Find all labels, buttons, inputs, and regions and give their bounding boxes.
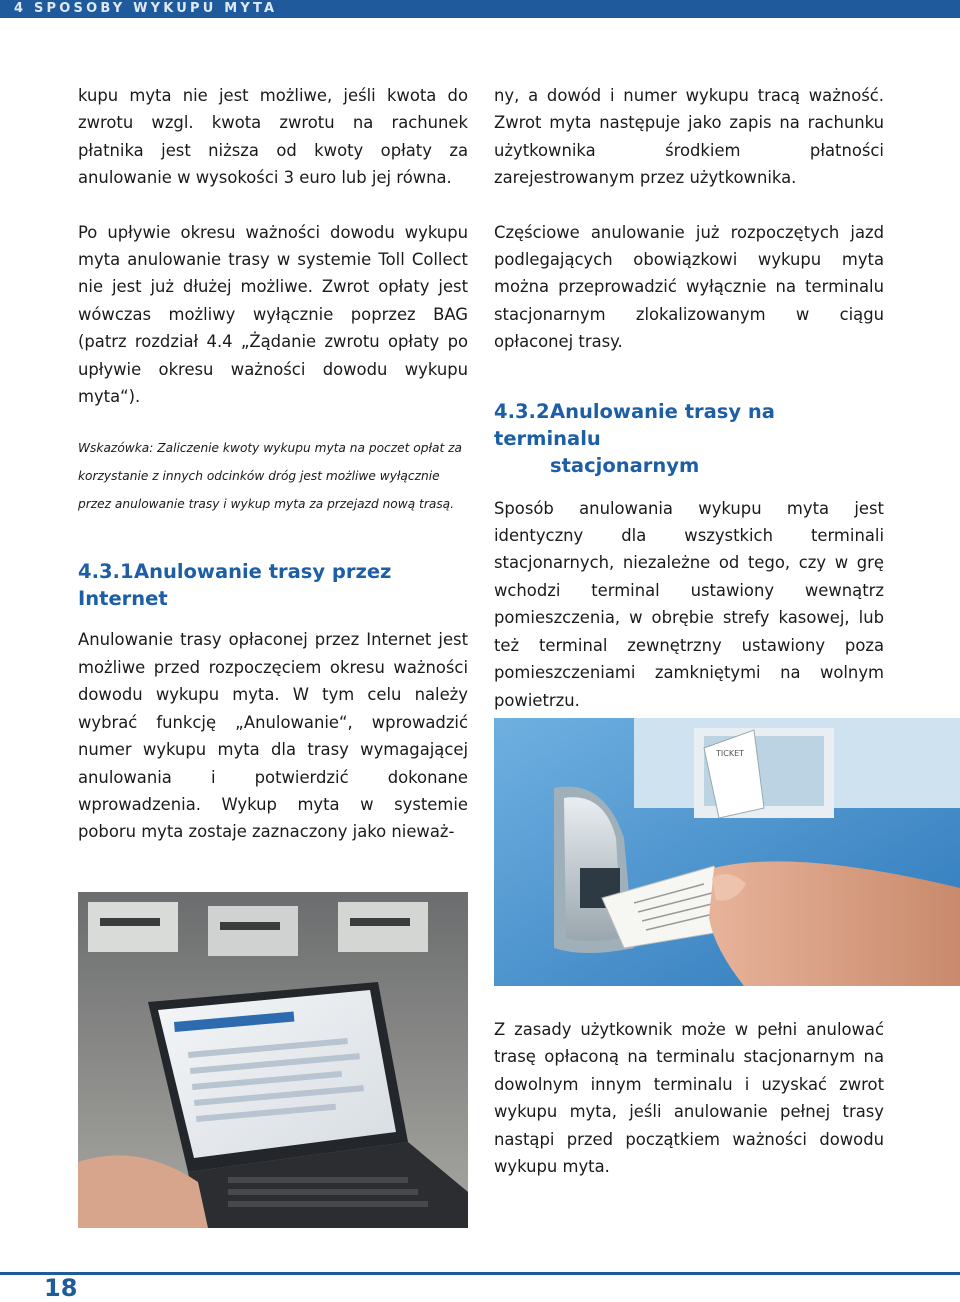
section-title-line-2: stacjonarnym <box>550 453 700 477</box>
right-paragraph-3: Sposób anulowania wykupu myta jest identyczny dla wszystkich terminali stacjonarnych, niezależne od tego, czy w grę wchodzi terminal ustawiony wewnątrz pomieszczenia, w obrębie strefy kasowej, lub też terminal zewnętrzny ustawiony poza pomieszczeniami zamkniętymi na wolnym powietrzu. <box>494 498 884 710</box>
running-header: 4 SPOSOBY WYKUPU MYTA <box>14 1 278 16</box>
left-paragraph-2: Po upływie okresu ważności dowodu wykupu myta anulowanie trasy w systemie Toll Collect nie jest już dłużej możliwe. Zwrot opłaty jest wówczas możliwy wyłącznie poprzez BAG (patrz rozdział 4.4 „Żądanie zwrotu opłaty po upływie okresu ważności dowodu wykupu myta“). <box>78 222 468 407</box>
section-title: Anulowanie trasy przez Internet <box>78 560 392 611</box>
section-heading-4-3-2 <box>494 398 884 479</box>
hint-note: Wskazówka: Zaliczenie kwoty wykupu myta na poczet opłat za korzystanie z innych odcinków dróg jest możliwe wyłącznie przez anulowanie trasy i wykup myta za przejazd nową trasą. <box>78 441 462 512</box>
left-column <box>78 82 468 846</box>
header-bar <box>0 0 960 18</box>
terminal-ticket-photo <box>494 718 960 986</box>
left-paragraph-1: kupu myta nie jest możliwe, jeśli kwota do zwrotu wzgl. kwota zwrotu na rachunek płatnika jest niższa od kwoty opłaty za anulowanie w wysokości 3 euro lub jej równa. <box>78 86 468 188</box>
right-bottom-column <box>494 1016 884 1180</box>
page-number: 18 <box>44 1274 78 1302</box>
footer-rule <box>0 1272 960 1275</box>
section-number: 4.3.1 <box>78 560 134 584</box>
left-paragraph-3: Anulowanie trasy opłaconej przez Internet jest możliwe przed rozpoczęciem okresu ważności dowodu wykupu myta. W tym celu należy wybrać funkcję „Anulowanie“, wprowadzić numer wykupu myta dla trasy wymagającej anulowania i potwierdzić dokonane wprowadzenia. Wykup myta w systemie poboru myta zostaje zaznaczony jako nieważ- <box>78 630 468 842</box>
right-paragraph-4: Z zasady użytkownik może w pełni anulować trasę opłaconą na terminalu stacjonarnym na dowolnym innym terminalu i uzyskać zwrot wykupu myta, jeśli anulowanie pełnej trasy nastąpi przed początkiem ważności dowodu wykupu myta. <box>494 1020 884 1177</box>
section-heading-4-3-1 <box>78 558 468 612</box>
right-column <box>494 82 884 714</box>
ticket-label: TICKET <box>716 749 745 758</box>
right-paragraph-1: ny, a dowód i numer wykupu tracą ważność. Zwrot myta następuje jako zapis na rachunku użytkownika środkiem płatności zarejestrowanym przez użytkownika. <box>494 86 884 188</box>
section-title-line-1: Anulowanie trasy na terminalu <box>494 399 775 450</box>
laptop-photo <box>78 892 468 1228</box>
right-paragraph-2: Częściowe anulowanie już rozpoczętych jazd podlegających obowiązkowi wykupu myta można przeprowadzić wyłącznie na terminalu stacjonarnym zlokalizowanym w ciągu opłaconej trasy. <box>494 222 884 352</box>
section-number: 4.3.2 <box>494 399 550 423</box>
